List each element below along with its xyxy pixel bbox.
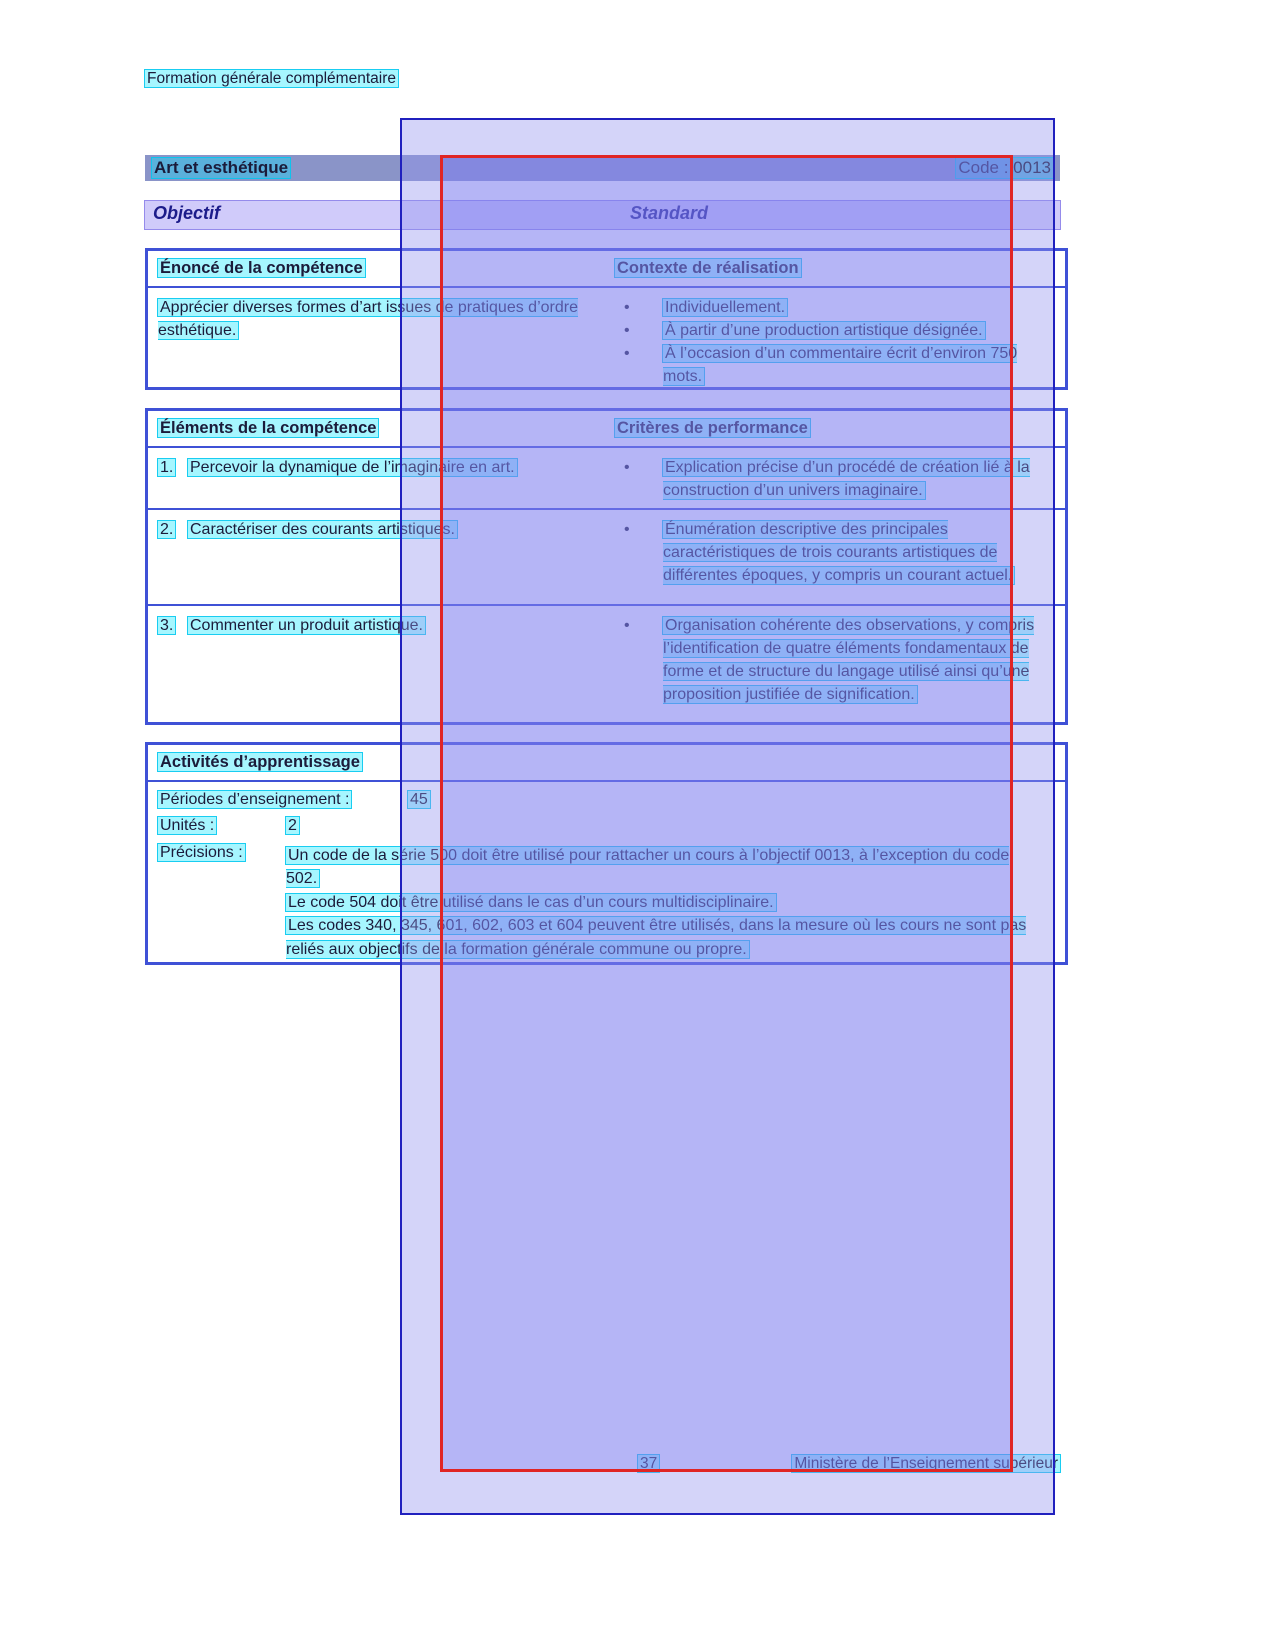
unites-label-wrap bbox=[158, 817, 216, 835]
bullet-item bbox=[618, 296, 1057, 319]
precision-line bbox=[286, 914, 1046, 961]
element-text: Caractériser des courants artistiques. bbox=[190, 521, 455, 538]
precision-text: Le code 504 doit être utilisé dans le cas d’un cours multidisciplinaire. bbox=[288, 893, 774, 911]
enonce-header: Énoncé de la compétence bbox=[160, 259, 363, 277]
bullet-icon: • bbox=[624, 345, 630, 362]
element-cell bbox=[158, 456, 603, 479]
code-label: Code : 0013 bbox=[958, 158, 1051, 177]
footer-ministry-text: Ministère de l’Enseignement supérieur bbox=[794, 1455, 1058, 1472]
precision-text: Les codes 340, 345, 601, 602, 603 et 604 peuvent être utilisés, dans la mesure où les cours ne sont pas reliés aux objectifs de la formation générale commune ou propre. bbox=[286, 917, 1027, 958]
learning-activities-header-row bbox=[148, 745, 1065, 782]
critere-cell bbox=[618, 518, 1057, 587]
critere-text: Explication précise d’un procédé de création lié à la construction d’un univers imaginaire. bbox=[663, 459, 1030, 499]
bullet-text: Individuellement. bbox=[665, 299, 786, 316]
periodes-value-wrap bbox=[408, 791, 430, 809]
element-cell bbox=[158, 614, 603, 637]
element-number: 3. bbox=[160, 617, 174, 634]
standard-label: Standard bbox=[630, 203, 709, 223]
learning-activities-header: Activités d’apprentissage bbox=[160, 753, 360, 771]
critere-cell bbox=[618, 456, 1057, 502]
contexte-bullet-list bbox=[618, 296, 1057, 388]
precision-text: Un code de la série 500 doit être utilisé pour rattacher un cours à l’objectif 0013, à l’exception du code 502. bbox=[286, 847, 1010, 888]
bullet-icon: • bbox=[624, 521, 630, 538]
criteres-header: Critères de performance bbox=[617, 419, 808, 437]
bullet-item bbox=[618, 319, 1057, 342]
precision-line bbox=[286, 844, 1046, 891]
element-row-2 bbox=[148, 508, 1065, 604]
element-row-1 bbox=[148, 448, 1065, 508]
element-row-3 bbox=[148, 604, 1065, 725]
title-text: Art et esthétique bbox=[154, 158, 289, 177]
precisions-label-wrap bbox=[158, 844, 245, 862]
learning-activities-table bbox=[145, 742, 1068, 965]
competence-table bbox=[145, 248, 1068, 390]
elements-header: Éléments de la compétence bbox=[160, 419, 377, 437]
bullet-item bbox=[618, 342, 1057, 388]
unites-value: 2 bbox=[288, 817, 297, 834]
bullet-icon: • bbox=[624, 459, 630, 476]
elements-table bbox=[145, 408, 1068, 725]
periodes-label: Périodes d’enseignement : bbox=[160, 791, 350, 808]
periodes-value: 45 bbox=[410, 791, 428, 808]
elements-table-header bbox=[148, 411, 1065, 448]
bullet-item bbox=[618, 614, 1057, 706]
precisions-block bbox=[286, 844, 1046, 961]
periodes-label-wrap bbox=[158, 791, 351, 809]
element-number: 2. bbox=[160, 521, 174, 538]
critere-text: Énumération descriptive des principales caractéristiques de trois courants artistiques de différentes époques, y compris un courant actuel. bbox=[663, 521, 1013, 584]
bullet-icon: • bbox=[624, 322, 630, 339]
element-number: 1. bbox=[160, 459, 174, 476]
element-cell bbox=[158, 518, 603, 541]
bullet-icon: • bbox=[624, 299, 630, 316]
objectif-label: Objectif bbox=[153, 203, 221, 223]
element-text: Commenter un produit artistique. bbox=[190, 617, 423, 634]
enonce-text: Apprécier diverses formes d’art issues de pratiques d’ordre esthétique. bbox=[158, 299, 578, 339]
unites-label: Unités : bbox=[160, 817, 215, 834]
precision-line bbox=[286, 891, 1046, 914]
element-text: Percevoir la dynamique de l’imaginaire en art. bbox=[190, 459, 515, 476]
bullet-item bbox=[618, 518, 1057, 587]
bullet-text: À l’occasion d’un commentaire écrit d’environ 750 mots. bbox=[663, 345, 1018, 385]
bullet-icon: • bbox=[624, 617, 630, 634]
competence-table-header bbox=[148, 251, 1065, 288]
title-bar bbox=[145, 155, 1060, 181]
document-category-label bbox=[145, 70, 398, 88]
document-category-text: Formation générale complémentaire bbox=[147, 70, 396, 87]
contexte-header: Contexte de réalisation bbox=[617, 259, 799, 277]
critere-text: Organisation cohérente des observations, y compris l’identification de quatre éléments fondamentaux de forme et de structure du langage utilisé ainsi qu’une proposition justifiée de signification. bbox=[663, 617, 1035, 703]
footer-page-number: 37 bbox=[640, 1455, 658, 1472]
unites-value-wrap bbox=[286, 817, 299, 835]
critere-cell bbox=[618, 614, 1057, 706]
page-footer bbox=[145, 1455, 1060, 1477]
precisions-label: Précisions : bbox=[160, 844, 243, 861]
bullet-text: À partir d’une production artistique désignée. bbox=[665, 322, 983, 339]
objectif-standard-band bbox=[145, 201, 1060, 229]
bullet-item bbox=[618, 456, 1057, 502]
enonce-cell bbox=[158, 296, 603, 342]
